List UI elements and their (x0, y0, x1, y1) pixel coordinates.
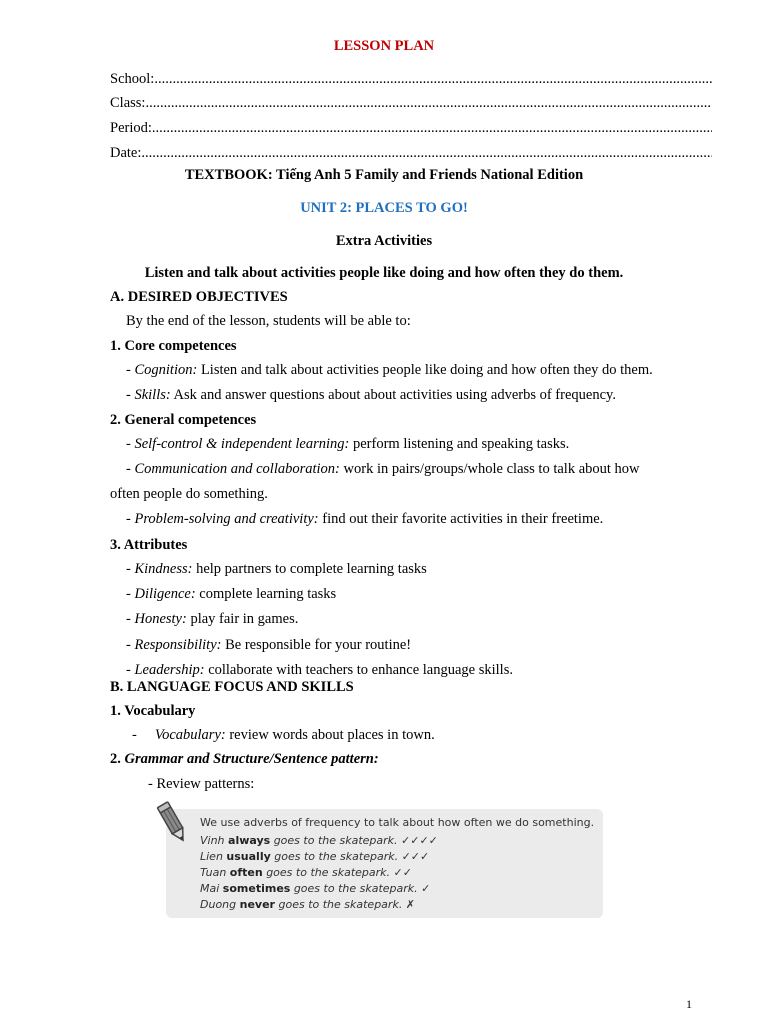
attributes-heading: 3. Attributes (110, 537, 188, 553)
date-label: Date: (110, 145, 142, 161)
item-text: find out their favorite activities in their freetime. (318, 511, 604, 527)
review-patterns: - Review patterns: (148, 776, 255, 792)
textbook-title: TEXTBOOK: Tiếng Anh 5 Family and Friends National Edition (184, 167, 584, 183)
example-adverb: never (239, 898, 275, 911)
example-subject: Lien (200, 850, 227, 863)
vocabulary-heading: 1. Vocabulary (110, 703, 196, 719)
attribute-item-kindness: - Kindness: help partners to complete learning tasks (126, 561, 427, 577)
grammar-example (200, 882, 430, 896)
period-label: Period: (110, 120, 152, 136)
example-subject: Tuan (200, 866, 230, 879)
grammar-heading (110, 750, 712, 768)
example-subject: Vinh (200, 834, 229, 847)
example-rest: goes to the skatepark. ✗ (274, 898, 416, 911)
item-text: review words about places in town. (225, 727, 435, 743)
section-b-heading: B. LANGUAGE FOCUS AND SKILLS (110, 679, 354, 695)
activity-title: Extra Activities (335, 233, 433, 249)
example-rest: goes to the skatepark. ✓ (290, 882, 431, 895)
item-label: Communication and collaboration: (134, 461, 340, 477)
item-text: perform listening and speaking tasks. (349, 436, 570, 452)
page-number: 1 (686, 997, 692, 1011)
class-field (110, 94, 712, 112)
grammar-box-headline: We use adverbs of frequency to talk about how often we do something. (200, 816, 595, 829)
section-a-intro: By the end of the lesson, students will be able to: (126, 313, 411, 329)
pencil-icon (154, 800, 192, 846)
item-label: Problem-solving and creativity: (134, 511, 319, 527)
example-subject: Mai (200, 882, 223, 895)
vocabulary-item: - Vocabulary: review words about places in town. (132, 727, 435, 743)
grammar-title: Grammar and Structure/Sentence pattern: (124, 751, 379, 767)
date-dots (141, 144, 712, 162)
period-dots (152, 119, 712, 137)
section-a-heading: A. DESIRED OBJECTIVES (110, 289, 288, 305)
item-label: Kindness: (134, 561, 193, 577)
lesson-plan-title: LESSON PLAN (333, 38, 435, 54)
unit-title: UNIT 2: PLACES TO GO! (300, 200, 468, 216)
general-item-communication-cont: often people do something. (110, 486, 268, 502)
general-item-problem-solving: - Problem-solving and creativity: find out their favorite activities in their freetime. (126, 511, 604, 527)
item-label: Vocabulary: (154, 727, 226, 743)
item-label: Cognition: (134, 362, 198, 378)
example-adverb: usually (226, 850, 271, 863)
item-label: Self-control & independent learning: (134, 436, 350, 452)
item-text: play fair in games. (186, 611, 299, 627)
item-text: help partners to complete learning tasks (192, 561, 427, 577)
period-field (110, 119, 712, 137)
grammar-example (200, 898, 415, 912)
lesson-aim: Listen and talk about activities people like doing and how often they do them. (144, 265, 624, 281)
attribute-item-honesty: - Honesty: play fair in games. (126, 611, 299, 627)
school-dots (154, 70, 712, 88)
general-competences-heading: 2. General competences (110, 412, 257, 428)
example-rest: goes to the skatepark. ✓✓✓ (270, 850, 430, 863)
example-adverb: sometimes (222, 882, 291, 895)
item-label: Leadership: (134, 662, 205, 678)
item-label: Honesty: (134, 611, 187, 627)
example-adverb: often (229, 866, 263, 879)
core-item-skills: - Skills: Ask and answer questions about about activities using adverbs of frequency. (126, 387, 616, 403)
date-field (110, 144, 712, 162)
grammar-number: 2. (110, 751, 125, 767)
item-label: Skills: (134, 387, 171, 403)
attribute-item-diligence: - Diligence: complete learning tasks (126, 586, 337, 602)
example-adverb: always (228, 834, 271, 847)
grammar-example (200, 850, 429, 864)
item-text: Listen and talk about activities people like doing and how often they do them. (197, 362, 653, 378)
item-text: complete learning tasks (195, 586, 337, 602)
core-item-cognition: - Cognition: Listen and talk about activities people like doing and how often they do them. (126, 362, 653, 378)
grammar-box (166, 809, 603, 918)
item-label: Diligence: (134, 586, 196, 602)
item-label: Responsibility: (134, 637, 222, 653)
grammar-example (200, 866, 412, 880)
general-item-communication: - Communication and collaboration: work in pairs/groups/whole class to talk about how (126, 461, 640, 477)
attribute-item-responsibility: - Responsibility: Be responsible for your routine! (126, 637, 412, 653)
example-rest: goes to the skatepark. ✓✓✓✓ (270, 834, 438, 847)
example-rest: goes to the skatepark. ✓✓ (262, 866, 412, 879)
school-field (110, 70, 712, 88)
item-text: collaborate with teachers to enhance language skills. (204, 662, 513, 678)
example-subject: Duong (200, 898, 240, 911)
general-item-self-control: - Self-control & independent learning: perform listening and speaking tasks. (126, 436, 570, 452)
attribute-item-leadership: - Leadership: collaborate with teachers to enhance language skills. (126, 662, 513, 678)
school-label: School: (110, 71, 155, 87)
grammar-example (200, 834, 438, 848)
class-label: Class: (110, 95, 146, 111)
item-text: work in pairs/groups/whole class to talk about how (339, 461, 640, 477)
core-competences-heading: 1. Core competences (110, 338, 237, 354)
item-text: Be responsible for your routine! (221, 637, 412, 653)
item-text: Ask and answer questions about about activities using adverbs of frequency. (170, 387, 616, 403)
class-dots (145, 94, 712, 112)
